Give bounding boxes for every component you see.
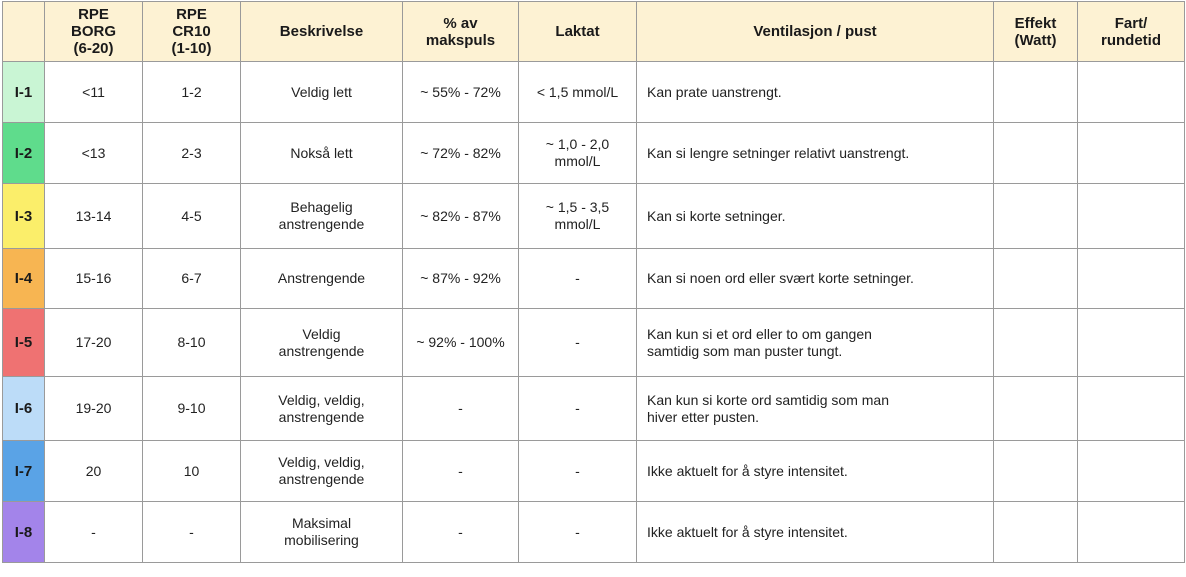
table-row [3, 377, 1185, 441]
cr10-cell: 10 [143, 441, 241, 502]
effekt-cell [994, 123, 1078, 184]
borg-cell: - [45, 502, 143, 563]
zone-cell: I-7 [3, 441, 45, 502]
zone-cell: I-1 [3, 62, 45, 123]
table-row [3, 62, 1185, 123]
cr10-cell: 9-10 [143, 377, 241, 441]
ventilasjon-cell: Kan si lengre setninger relativt uanstrengt. [637, 123, 994, 184]
fart-cell [1078, 62, 1185, 123]
header-rpe-borg: RPE BORG (6-20) [45, 2, 143, 62]
makspuls-cell: ~ 82% - 87% [403, 184, 519, 249]
laktat-cell: - [519, 441, 637, 502]
fart-cell [1078, 309, 1185, 377]
ventilasjon-cell: Kan kun si korte ord samtidig som man hiver etter pusten. [637, 377, 994, 441]
table-row [3, 309, 1185, 377]
makspuls-cell: - [403, 441, 519, 502]
beskrivelse-cell: Veldig anstrengende [241, 309, 403, 377]
header-laktat: Laktat [519, 2, 637, 62]
beskrivelse-cell: Veldig lett [241, 62, 403, 123]
zone-cell: I-6 [3, 377, 45, 441]
ventilasjon-cell: Kan kun si et ord eller to om gangen samtidig som man puster tungt. [637, 309, 994, 377]
makspuls-cell: ~ 72% - 82% [403, 123, 519, 184]
beskrivelse-cell: Anstrengende [241, 249, 403, 309]
effekt-cell [994, 249, 1078, 309]
cr10-cell: - [143, 502, 241, 563]
header-ventilasjon: Ventilasjon / pust [637, 2, 994, 62]
beskrivelse-cell: Maksimal mobilisering [241, 502, 403, 563]
cr10-cell: 2-3 [143, 123, 241, 184]
ventilasjon-cell: Kan si noen ord eller svært korte setninger. [637, 249, 994, 309]
laktat-cell: ~ 1,5 - 3,5 mmol/L [519, 184, 637, 249]
table-row [3, 123, 1185, 184]
zone-cell: I-5 [3, 309, 45, 377]
intensity-zone-table [2, 1, 1185, 563]
makspuls-cell: - [403, 377, 519, 441]
laktat-cell: - [519, 377, 637, 441]
effekt-cell [994, 441, 1078, 502]
borg-cell: 17-20 [45, 309, 143, 377]
effekt-cell [994, 377, 1078, 441]
makspuls-cell: ~ 87% - 92% [403, 249, 519, 309]
header-makspuls: % av makspuls [403, 2, 519, 62]
table-row [3, 249, 1185, 309]
laktat-cell: ~ 1,0 - 2,0 mmol/L [519, 123, 637, 184]
beskrivelse-cell: Nokså lett [241, 123, 403, 184]
header-zone [3, 2, 45, 62]
fart-cell [1078, 377, 1185, 441]
makspuls-cell: ~ 92% - 100% [403, 309, 519, 377]
beskrivelse-cell: Veldig, veldig, anstrengende [241, 441, 403, 502]
zone-cell: I-2 [3, 123, 45, 184]
ventilasjon-cell: Kan prate uanstrengt. [637, 62, 994, 123]
borg-cell: <11 [45, 62, 143, 123]
ventilasjon-cell: Ikke aktuelt for å styre intensitet. [637, 441, 994, 502]
effekt-cell [994, 184, 1078, 249]
header-beskrivelse: Beskrivelse [241, 2, 403, 62]
header-effekt: Effekt (Watt) [994, 2, 1078, 62]
borg-cell: 15-16 [45, 249, 143, 309]
header-row [3, 2, 1185, 62]
zone-cell: I-4 [3, 249, 45, 309]
table-row [3, 184, 1185, 249]
cr10-cell: 8-10 [143, 309, 241, 377]
fart-cell [1078, 249, 1185, 309]
effekt-cell [994, 309, 1078, 377]
header-fart: Fart/ rundetid [1078, 2, 1185, 62]
borg-cell: 20 [45, 441, 143, 502]
beskrivelse-cell: Behagelig anstrengende [241, 184, 403, 249]
table-row [3, 441, 1185, 502]
fart-cell [1078, 184, 1185, 249]
makspuls-cell: - [403, 502, 519, 563]
laktat-cell: - [519, 249, 637, 309]
cr10-cell: 1-2 [143, 62, 241, 123]
borg-cell: <13 [45, 123, 143, 184]
ventilasjon-cell: Kan si korte setninger. [637, 184, 994, 249]
fart-cell [1078, 502, 1185, 563]
fart-cell [1078, 123, 1185, 184]
beskrivelse-cell: Veldig, veldig, anstrengende [241, 377, 403, 441]
effekt-cell [994, 502, 1078, 563]
zone-cell: I-8 [3, 502, 45, 563]
ventilasjon-cell: Ikke aktuelt for å styre intensitet. [637, 502, 994, 563]
cr10-cell: 6-7 [143, 249, 241, 309]
borg-cell: 13-14 [45, 184, 143, 249]
makspuls-cell: ~ 55% - 72% [403, 62, 519, 123]
fart-cell [1078, 441, 1185, 502]
zone-cell: I-3 [3, 184, 45, 249]
borg-cell: 19-20 [45, 377, 143, 441]
laktat-cell: - [519, 309, 637, 377]
table-row [3, 502, 1185, 563]
laktat-cell: - [519, 502, 637, 563]
laktat-cell: < 1,5 mmol/L [519, 62, 637, 123]
cr10-cell: 4-5 [143, 184, 241, 249]
header-rpe-cr10: RPE CR10 (1-10) [143, 2, 241, 62]
effekt-cell [994, 62, 1078, 123]
